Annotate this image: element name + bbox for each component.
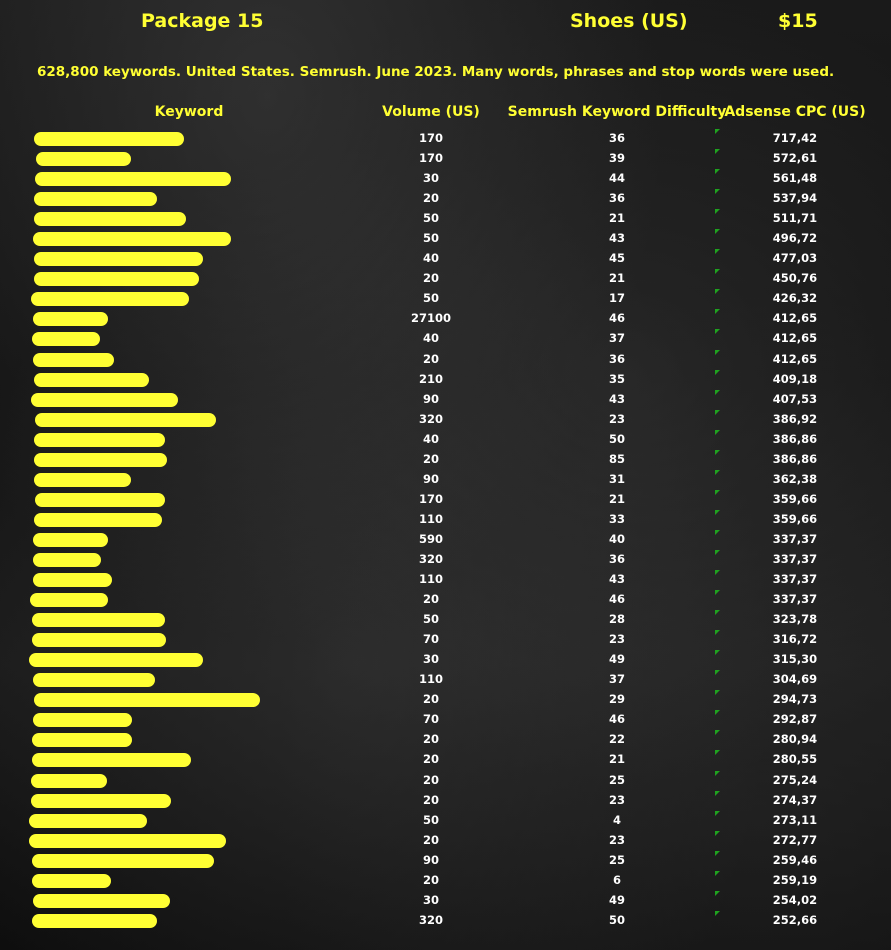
table-row	[0, 309, 891, 329]
cpc-cell: 259,19	[772, 872, 818, 887]
volume-cell: 20	[422, 732, 440, 747]
cpc-cell: 386,86	[772, 451, 818, 466]
cpc-cell: 386,86	[772, 431, 818, 446]
difficulty-cell: 28	[608, 612, 626, 627]
category-title: Shoes (US)	[570, 10, 688, 32]
cpc-cell: 477,03	[772, 251, 818, 266]
cpc-cell: 337,37	[772, 592, 818, 607]
difficulty-cell: 23	[608, 632, 626, 647]
difficulty-cell: 22	[608, 732, 626, 747]
cpc-cell: 323,78	[772, 612, 818, 627]
difficulty-cell: 46	[608, 592, 626, 607]
volume-cell: 20	[422, 592, 440, 607]
volume-cell: 30	[422, 892, 440, 907]
difficulty-cell: 23	[608, 832, 626, 847]
table-row	[0, 851, 891, 871]
cell-marker-icon	[715, 891, 720, 896]
difficulty-cell: 4	[612, 812, 622, 827]
cell-marker-icon	[715, 329, 720, 334]
volume-cell: 20	[422, 752, 440, 767]
redacted-keyword-bar	[31, 292, 189, 306]
difficulty-cell: 21	[608, 271, 626, 286]
volume-cell: 30	[422, 652, 440, 667]
volume-cell: 110	[418, 511, 444, 526]
table-row	[0, 149, 891, 169]
table-row	[0, 129, 891, 149]
difficulty-cell: 36	[608, 131, 626, 145]
difficulty-cell: 49	[608, 892, 626, 907]
cell-marker-icon	[715, 350, 720, 355]
redacted-keyword-bar	[31, 794, 171, 808]
cell-marker-icon	[715, 430, 720, 435]
table-row	[0, 871, 891, 891]
table-row	[0, 189, 891, 209]
redacted-keyword-bar	[33, 232, 231, 246]
difficulty-cell: 43	[608, 572, 626, 587]
volume-cell: 20	[422, 832, 440, 847]
difficulty-cell: 17	[608, 291, 626, 306]
cell-marker-icon	[715, 750, 720, 755]
redacted-keyword-bar	[33, 713, 132, 727]
table-row	[0, 370, 891, 390]
cpc-cell: 252,66	[772, 912, 818, 927]
cell-marker-icon	[715, 650, 720, 655]
price-label: $15	[778, 10, 818, 32]
cpc-cell: 337,37	[772, 572, 818, 587]
cpc-cell: 412,65	[772, 311, 818, 326]
cpc-cell: 259,46	[772, 852, 818, 867]
redacted-keyword-bar	[35, 172, 231, 186]
column-header-volume: Volume (US)	[382, 104, 480, 120]
cell-marker-icon	[715, 470, 720, 475]
cpc-cell: 315,30	[772, 652, 818, 667]
difficulty-cell: 39	[608, 151, 626, 166]
redacted-keyword-bar	[34, 212, 186, 226]
redacted-keyword-bar	[33, 312, 108, 326]
volume-cell: 50	[422, 231, 440, 246]
redacted-keyword-bar	[34, 132, 184, 146]
redacted-keyword-bar	[33, 894, 170, 908]
cell-marker-icon	[715, 630, 720, 635]
cell-marker-icon	[715, 209, 720, 214]
cpc-cell: 272,77	[772, 832, 818, 847]
cpc-cell: 304,69	[772, 672, 818, 687]
difficulty-cell: 25	[608, 852, 626, 867]
difficulty-cell: 50	[608, 431, 626, 446]
table-row	[0, 610, 891, 630]
table-row	[0, 430, 891, 450]
redacted-keyword-bar	[34, 513, 162, 527]
table-row	[0, 390, 891, 410]
difficulty-cell: 25	[608, 772, 626, 787]
volume-cell: 590	[418, 531, 444, 546]
table-row	[0, 229, 891, 249]
redacted-keyword-bar	[34, 693, 260, 707]
cell-marker-icon	[715, 390, 720, 395]
cpc-cell: 254,02	[772, 892, 818, 907]
difficulty-cell: 37	[608, 331, 626, 346]
volume-cell: 90	[422, 852, 440, 867]
volume-cell: 170	[418, 131, 444, 145]
difficulty-cell: 21	[608, 211, 626, 226]
redacted-keyword-bar	[34, 192, 157, 206]
difficulty-cell: 40	[608, 531, 626, 546]
volume-cell: 320	[418, 912, 444, 927]
redacted-keyword-bar	[36, 152, 131, 166]
redacted-keyword-bar	[34, 252, 203, 266]
table-row	[0, 911, 891, 931]
table-row	[0, 490, 891, 510]
cell-marker-icon	[715, 570, 720, 575]
table-row	[0, 710, 891, 730]
cell-marker-icon	[715, 771, 720, 776]
difficulty-cell: 36	[608, 191, 626, 206]
difficulty-cell: 37	[608, 672, 626, 687]
difficulty-cell: 29	[608, 692, 626, 707]
volume-cell: 170	[418, 151, 444, 166]
difficulty-cell: 45	[608, 251, 626, 266]
cpc-cell: 359,66	[772, 511, 818, 526]
redacted-keyword-bar	[30, 593, 108, 607]
cell-marker-icon	[715, 911, 720, 916]
cpc-cell: 362,38	[772, 471, 818, 486]
cpc-cell: 412,65	[772, 351, 818, 366]
redacted-keyword-bar	[32, 613, 165, 627]
difficulty-cell: 43	[608, 391, 626, 406]
redacted-keyword-bar	[31, 393, 178, 407]
table-row	[0, 630, 891, 650]
volume-cell: 90	[422, 391, 440, 406]
table-row	[0, 690, 891, 710]
column-header-cpc: Adsense CPC (US)	[724, 104, 866, 120]
redacted-keyword-bar	[29, 814, 147, 828]
cell-marker-icon	[715, 229, 720, 234]
cpc-cell: 316,72	[772, 632, 818, 647]
volume-cell: 20	[422, 191, 440, 206]
difficulty-cell: 49	[608, 652, 626, 667]
volume-cell: 70	[422, 712, 440, 727]
cell-marker-icon	[715, 831, 720, 836]
difficulty-cell: 35	[608, 371, 626, 386]
cell-marker-icon	[715, 149, 720, 154]
table-row	[0, 550, 891, 570]
cell-marker-icon	[715, 610, 720, 615]
volume-cell: 20	[422, 451, 440, 466]
difficulty-cell: 21	[608, 491, 626, 506]
redacted-keyword-bar	[34, 373, 149, 387]
redacted-keyword-bar	[32, 914, 157, 928]
volume-cell: 90	[422, 471, 440, 486]
difficulty-cell: 23	[608, 411, 626, 426]
cell-marker-icon	[715, 530, 720, 535]
cpc-cell: 561,48	[772, 171, 818, 186]
cpc-cell: 496,72	[772, 231, 818, 246]
table-row	[0, 169, 891, 189]
table-row	[0, 510, 891, 530]
cell-marker-icon	[715, 370, 720, 375]
redacted-keyword-bar	[34, 272, 199, 286]
volume-cell: 110	[418, 672, 444, 687]
volume-cell: 320	[418, 551, 444, 566]
cell-marker-icon	[715, 189, 720, 194]
redacted-keyword-bar	[33, 533, 108, 547]
cpc-cell: 537,94	[772, 191, 818, 206]
cpc-cell: 412,65	[772, 331, 818, 346]
table-row	[0, 650, 891, 670]
cpc-cell: 273,11	[772, 812, 818, 827]
cpc-cell: 275,24	[772, 772, 818, 787]
cell-marker-icon	[715, 791, 720, 796]
table-row	[0, 329, 891, 349]
cell-marker-icon	[715, 550, 720, 555]
cpc-cell: 294,73	[772, 692, 818, 707]
cpc-cell: 386,92	[772, 411, 818, 426]
cell-marker-icon	[715, 851, 720, 856]
volume-cell: 110	[418, 572, 444, 587]
keyword-table	[0, 129, 891, 931]
cpc-cell: 717,42	[772, 131, 818, 145]
volume-cell: 210	[418, 371, 444, 386]
volume-cell: 70	[422, 632, 440, 647]
cpc-cell: 359,66	[772, 491, 818, 506]
table-row	[0, 730, 891, 750]
table-row	[0, 450, 891, 470]
difficulty-cell: 50	[608, 912, 626, 927]
table-row	[0, 590, 891, 610]
table-row	[0, 269, 891, 289]
volume-cell: 30	[422, 171, 440, 186]
cell-marker-icon	[715, 249, 720, 254]
table-row	[0, 831, 891, 851]
redacted-keyword-bar	[34, 433, 165, 447]
cpc-cell: 337,37	[772, 531, 818, 546]
cpc-cell: 450,76	[772, 271, 818, 286]
table-row	[0, 891, 891, 911]
redacted-keyword-bar	[32, 733, 132, 747]
column-header-difficulty: Semrush Keyword Difficulty	[507, 104, 727, 120]
cpc-cell: 407,53	[772, 391, 818, 406]
difficulty-cell: 23	[608, 792, 626, 807]
cell-marker-icon	[715, 730, 720, 735]
cell-marker-icon	[715, 811, 720, 816]
redacted-keyword-bar	[29, 653, 203, 667]
cell-marker-icon	[715, 309, 720, 314]
table-row	[0, 350, 891, 370]
difficulty-cell: 46	[608, 712, 626, 727]
difficulty-cell: 36	[608, 351, 626, 366]
difficulty-cell: 46	[608, 311, 626, 326]
cpc-cell: 511,71	[772, 211, 818, 226]
volume-cell: 50	[422, 812, 440, 827]
column-header-keyword: Keyword	[154, 104, 224, 120]
difficulty-cell: 43	[608, 231, 626, 246]
cell-marker-icon	[715, 590, 720, 595]
difficulty-cell: 21	[608, 752, 626, 767]
difficulty-cell: 36	[608, 551, 626, 566]
cell-marker-icon	[715, 169, 720, 174]
volume-cell: 20	[422, 692, 440, 707]
cpc-cell: 572,61	[772, 151, 818, 166]
volume-cell: 50	[422, 211, 440, 226]
redacted-keyword-bar	[33, 673, 155, 687]
redacted-keyword-bar	[33, 573, 112, 587]
table-row	[0, 771, 891, 791]
redacted-keyword-bar	[34, 453, 167, 467]
volume-cell: 50	[422, 612, 440, 627]
difficulty-cell: 33	[608, 511, 626, 526]
volume-cell: 170	[418, 491, 444, 506]
table-row	[0, 750, 891, 770]
cell-marker-icon	[715, 410, 720, 415]
table-row	[0, 530, 891, 550]
table-row	[0, 209, 891, 229]
table-row	[0, 670, 891, 690]
table-row	[0, 249, 891, 269]
cell-marker-icon	[715, 289, 720, 294]
dataset-description: 628,800 keywords. United States. Semrush. June 2023. Many words, phrases and stop words were used.	[37, 64, 835, 80]
difficulty-cell: 6	[612, 872, 622, 887]
cpc-cell: 292,87	[772, 712, 818, 727]
volume-cell: 50	[422, 291, 440, 306]
redacted-keyword-bar	[29, 834, 226, 848]
table-row	[0, 289, 891, 309]
table-row	[0, 811, 891, 831]
table-row	[0, 410, 891, 430]
difficulty-cell: 44	[608, 171, 626, 186]
cell-marker-icon	[715, 269, 720, 274]
redacted-keyword-bar	[31, 774, 107, 788]
volume-cell: 20	[422, 351, 440, 366]
volume-cell: 27100	[410, 311, 452, 326]
cell-marker-icon	[715, 129, 720, 134]
redacted-keyword-bar	[34, 473, 131, 487]
difficulty-cell: 31	[608, 471, 626, 486]
difficulty-cell: 85	[608, 451, 626, 466]
cpc-cell: 409,18	[772, 371, 818, 386]
volume-cell: 20	[422, 792, 440, 807]
volume-cell: 20	[422, 772, 440, 787]
volume-cell: 40	[422, 251, 440, 266]
cell-marker-icon	[715, 690, 720, 695]
table-row	[0, 470, 891, 490]
redacted-keyword-bar	[32, 854, 214, 868]
cell-marker-icon	[715, 670, 720, 675]
cpc-cell: 337,37	[772, 551, 818, 566]
cpc-cell: 274,37	[772, 792, 818, 807]
table-row	[0, 570, 891, 590]
cpc-cell: 426,32	[772, 291, 818, 306]
volume-cell: 40	[422, 331, 440, 346]
redacted-keyword-bar	[32, 753, 191, 767]
cpc-cell: 280,55	[772, 752, 818, 767]
cell-marker-icon	[715, 710, 720, 715]
cpc-cell: 280,94	[772, 732, 818, 747]
redacted-keyword-bar	[32, 874, 111, 888]
redacted-keyword-bar	[32, 633, 166, 647]
volume-cell: 20	[422, 872, 440, 887]
cell-marker-icon	[715, 490, 720, 495]
redacted-keyword-bar	[35, 493, 165, 507]
cell-marker-icon	[715, 510, 720, 515]
volume-cell: 20	[422, 271, 440, 286]
redacted-keyword-bar	[33, 553, 101, 567]
redacted-keyword-bar	[33, 353, 114, 367]
volume-cell: 40	[422, 431, 440, 446]
cell-marker-icon	[715, 450, 720, 455]
cell-marker-icon	[715, 871, 720, 876]
table-row	[0, 791, 891, 811]
package-title: Package 15	[141, 10, 264, 32]
redacted-keyword-bar	[32, 332, 100, 346]
redacted-keyword-bar	[35, 413, 216, 427]
volume-cell: 320	[418, 411, 444, 426]
